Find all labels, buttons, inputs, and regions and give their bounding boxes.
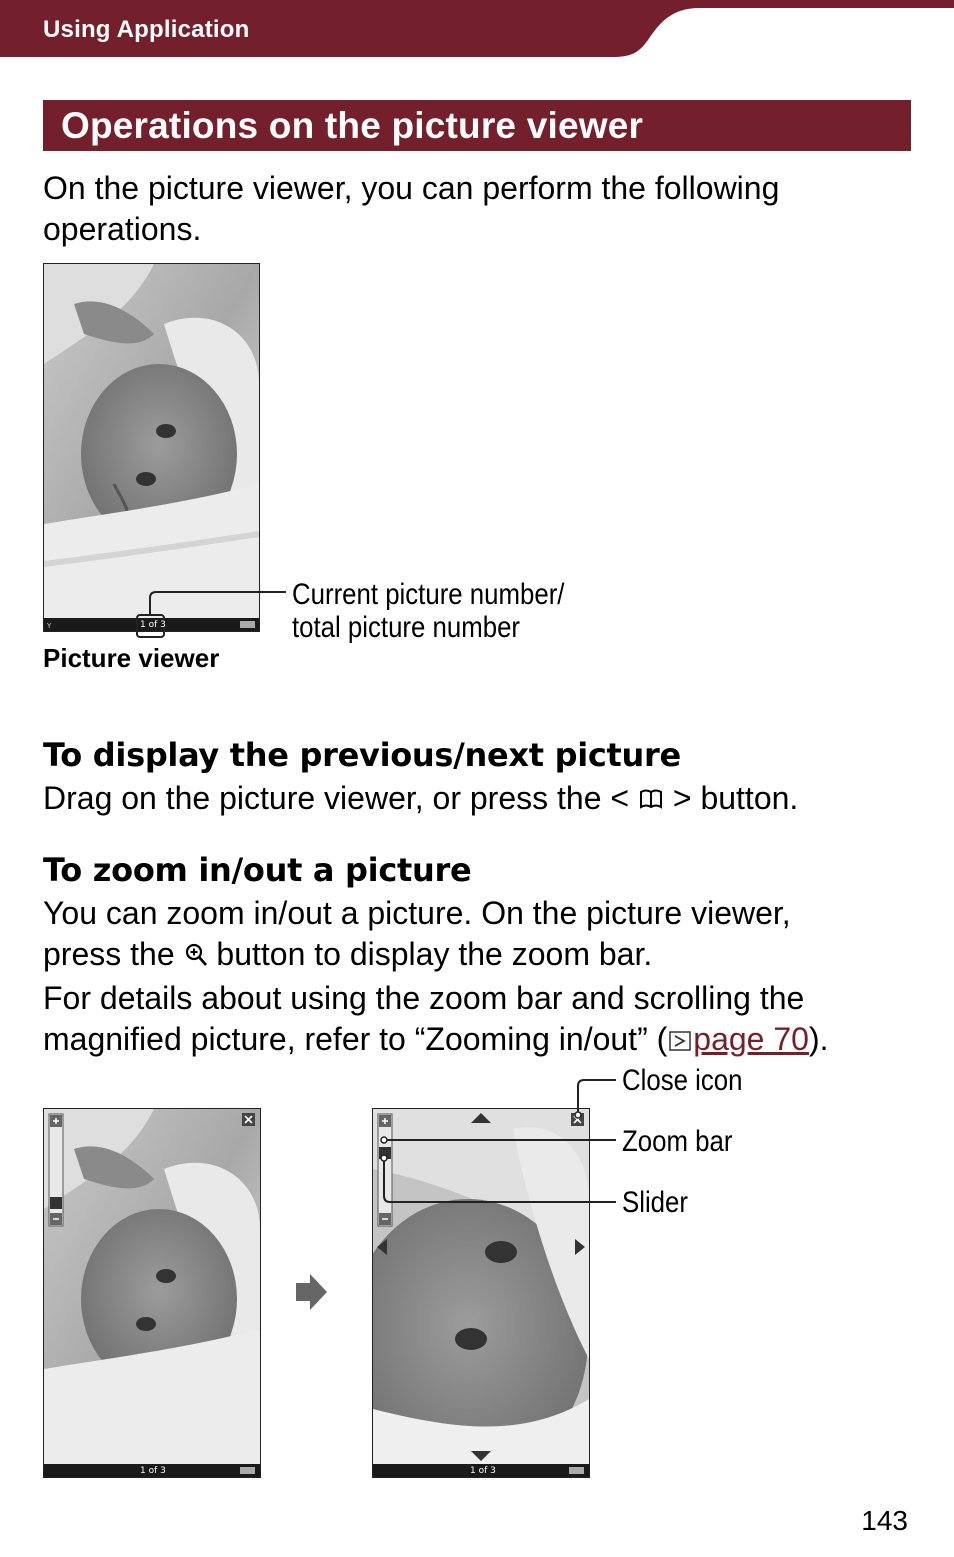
zoom-after-figure	[372, 1108, 590, 1478]
page-70-link[interactable]: page 70	[693, 1021, 809, 1057]
title-band	[43, 100, 911, 151]
book-icon	[638, 781, 664, 822]
zoom-icon	[184, 937, 208, 978]
current-picture-number-callout: Current picture number/ total picture number	[292, 578, 565, 644]
baby-photo-unzoomed	[44, 1109, 260, 1477]
picture-number-status: 1 of 3	[140, 620, 166, 630]
zoom-before-figure	[43, 1108, 261, 1478]
close-icon-callout: Close icon	[622, 1064, 743, 1097]
intro-text: On the picture viewer, you can perform the following operations.	[43, 170, 780, 247]
page-title: Operations on the picture viewer	[61, 105, 644, 146]
zoom-bar-callout: Zoom bar	[622, 1125, 733, 1158]
page-number: 143	[861, 1505, 908, 1536]
page-reference-icon	[667, 1022, 693, 1063]
previous-next-text: Drag on the picture viewer, or press the < > button.	[43, 778, 798, 822]
picture-viewer-caption: Picture viewer	[43, 643, 220, 673]
status-right: 1 of 3	[470, 1466, 496, 1476]
svg-text:Y: Y	[47, 622, 52, 630]
zoom-text: You can zoom in/out a picture. On the picture viewer, press the button to display the zoom bar. For details about using the zoom bar and scrolling the magnified picture, refer to “Zooming in/out” ( page 70).	[43, 893, 923, 1063]
section-label: Using Application	[43, 16, 250, 43]
status-left: 1 of 3	[140, 1466, 166, 1476]
baby-photo	[44, 264, 259, 631]
baby-photo-zoomed	[373, 1109, 589, 1477]
previous-next-heading: To display the previous/next picture	[43, 736, 681, 774]
zoom-heading: To zoom in/out a picture	[43, 851, 472, 889]
slider-callout: Slider	[622, 1186, 688, 1219]
picture-viewer-figure	[43, 263, 260, 632]
